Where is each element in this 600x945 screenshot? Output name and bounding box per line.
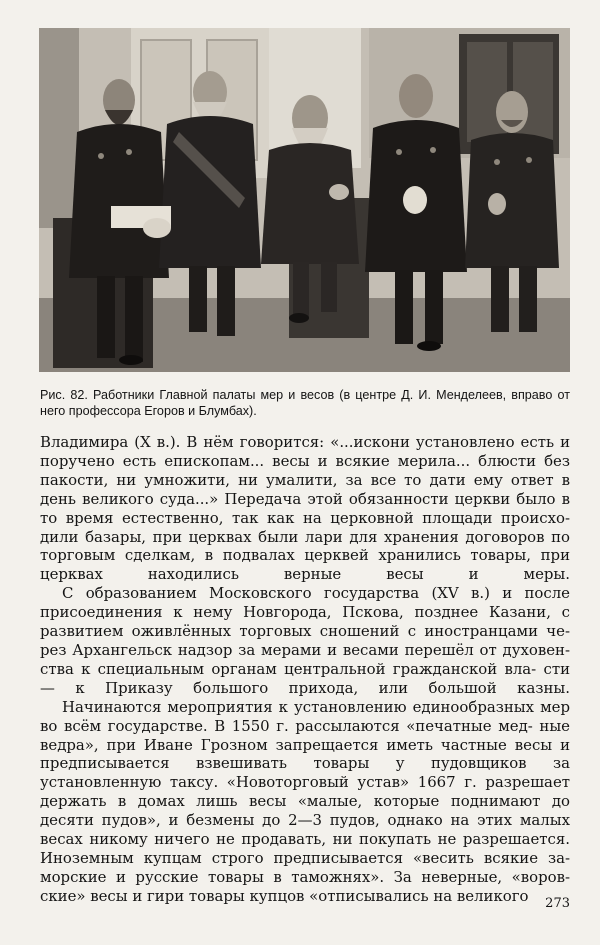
page-number: 273 [545,896,570,911]
text-line: весах никому ничего не продавать, ни покупать не разрешается. [40,830,570,849]
paragraph-2 [40,584,570,697]
text-line: пакости, ни умножити, ни умалити, за все то дати ему ответ в [40,470,570,489]
text-line: весы и предписывается взвешивать товары у пудовщиков за [40,735,571,773]
body-text [40,433,570,906]
text-line: присоединения к нему Новгорода, Пскова, позднее Казани, [40,603,551,622]
text-line: Начинаются мероприятия к установлению единообразных [62,697,535,716]
text-line: Владимира (X в.). В нём говорится: «...искони установлено есть [40,433,555,451]
text-line: в то время естественно, так как на церковной площади происхо- [40,489,570,527]
paragraph-1 [40,433,570,584]
text-line: по торговым сделкам, в подвалах церквей хранились товары, [40,527,570,565]
photo-illustration [39,28,570,372]
text-line: держать в домах лишь весы «малые, которые поднимают до [40,792,570,811]
text-line: установленную таксу. «Новоторговый устав» 1667 г. разрешает [40,773,570,792]
text-line: Иноземным купцам строго предписывается «весить всякие за- [40,848,570,867]
text-line: ные ведра», при Иване Грозном запрещается иметь частные [40,716,570,754]
text-line: сти — к Приказу большого прихода, или большой казны. [40,659,571,697]
text-line: С образованием Московского государства (XV в.) и после [62,584,570,603]
text-line: с развитием оживлённых торговых сношений с иностранцами че- [40,603,570,641]
text-line: день великого суда...» Передача этой обязанности церкви было [40,489,556,508]
text-line: рез Архангельск надзор за мерами и весами перешёл от духовен- [40,640,570,659]
paragraph-3 [40,698,570,906]
text-line: десяти пудов», и безмены до 2—3 пудов, однако на этих малых [40,811,570,830]
text-line: ские» весы и гири товары купцов «отписывались на великого [40,886,529,905]
group-photograph [39,28,570,372]
text-line: и поручено есть епископам... весы и всякие мерила... блюсти без [40,433,571,470]
text-line: мер во всём государстве. В 1550 г. рассылаются «печатные мед- [40,697,570,735]
text-line: морские и русские товары в таможнях». За неверные, «воров- [40,867,570,886]
figure-caption: Рис. 82. Работники Главной палаты мер и весов (в центре Д. И. Менделеев, вправо от него профессора Егоров и Блумбах). [40,388,570,418]
text-line: при церквах находились верные весы и меры. [40,546,570,584]
text-line: дили базары, при церквах были лари для хранения договоров [40,527,545,546]
text-line: ства к специальным органам центральной гражданской вла- [40,659,537,678]
